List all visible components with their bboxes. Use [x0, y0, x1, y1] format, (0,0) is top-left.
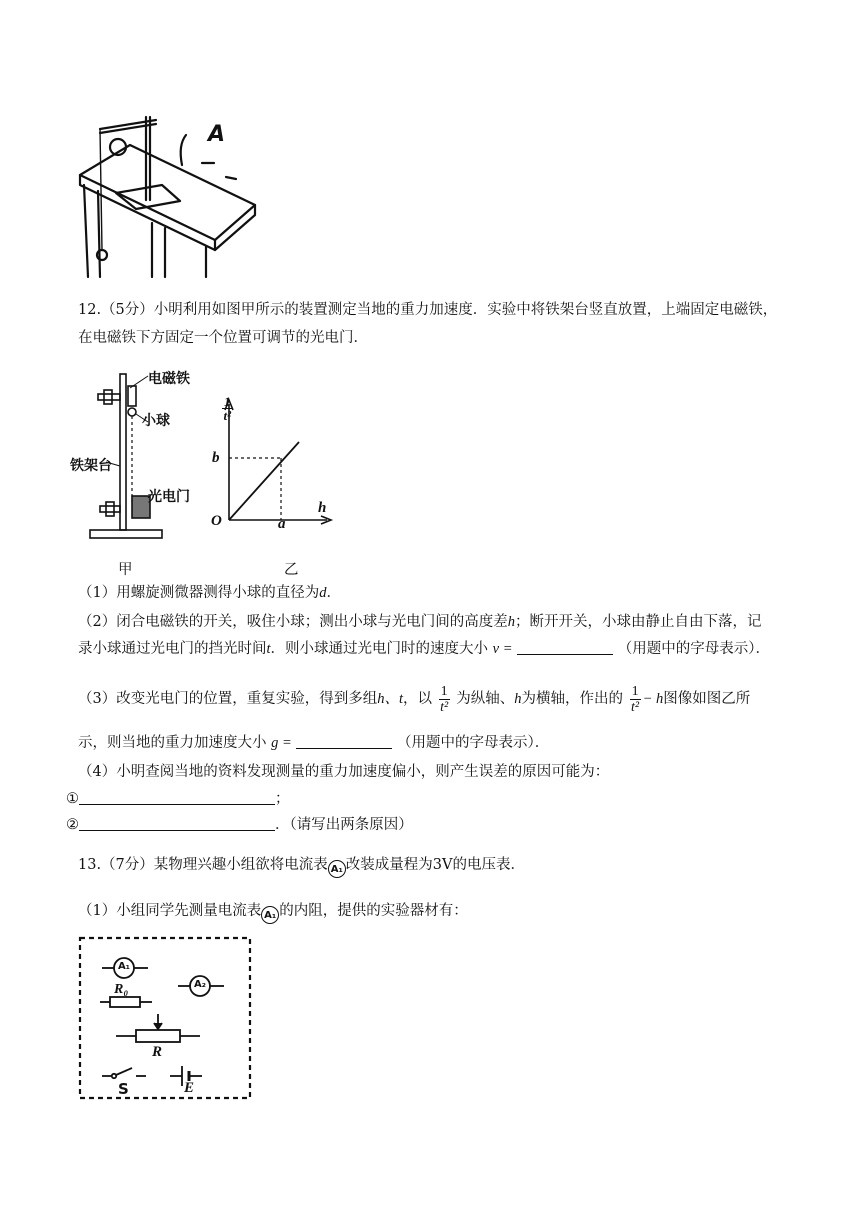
q13-header — [78, 855, 525, 878]
q12-part2-a: （2）闭合电磁铁的开关，吸住小球；测出小球与光电门间的高度差 — [78, 614, 508, 630]
switch-s-symbol — [116, 1068, 132, 1075]
label-r0: R₀ — [114, 982, 129, 997]
q13-part1 — [78, 901, 468, 924]
fraction-num-b: 1 — [631, 683, 639, 699]
q12-part1-text: （1）用螺旋测微器测得小球的直径为 — [78, 585, 320, 601]
label-photogate: 光电门 — [148, 489, 190, 505]
q12-part3-c: 为纵轴、 — [456, 691, 515, 707]
q12-header-cont: 在电磁铁下方固定一个位置可调节的光电门． — [78, 330, 368, 346]
reason-1-end: ； — [275, 791, 290, 807]
q12-part3-b: ，以 — [403, 691, 433, 707]
q12-part3-f: 示，则当地的重力加速度大小 — [78, 735, 267, 751]
reason-1-mark: ① — [66, 791, 79, 807]
q13-header-a: 13.（7分）某物理兴趣小组欲将电流表 — [78, 857, 328, 873]
graph-label-origin: O — [211, 513, 222, 529]
label-s: S — [118, 1080, 129, 1098]
var-h-t: h、t — [377, 691, 404, 707]
apparatus-sketch-figure — [70, 105, 270, 285]
var-g: g = — [271, 735, 292, 751]
equipment-box — [76, 934, 256, 1104]
reason-2-mark: ② — [66, 817, 79, 833]
reason-2-end: ．（请写出两条原因） — [275, 817, 413, 833]
caption-yi: 乙 — [284, 562, 299, 578]
ammeter-a1-icon-2: A₁ — [261, 906, 279, 924]
label-electromagnet: 电磁铁 — [148, 371, 190, 387]
q12-part3-line2 — [78, 733, 549, 753]
label-e: E — [184, 1080, 195, 1096]
reason-2-line — [66, 815, 413, 835]
label-a1: A₁ — [117, 961, 131, 972]
resistor-r0-symbol — [110, 997, 140, 1007]
q12-part2-b: ；断开开关，小球由静止自由下落，记 — [514, 614, 762, 630]
sketch-label-a: A — [208, 122, 226, 147]
q12-header: 12.（5分）小明利用如图甲所示的装置测定当地的重力加速度．实验中将铁架台竖直放置，上端固定电磁铁， — [78, 302, 778, 318]
graph-y-label-num: 1 — [224, 394, 231, 409]
fraction-den-b: t² — [631, 699, 640, 715]
answer-blank-gravity[interactable] — [296, 734, 392, 749]
var-t: t — [266, 641, 271, 657]
q12-part3-d: 为横轴，作出的 — [521, 691, 623, 707]
q13-part1-b: 的内阻，提供的实验器材有： — [279, 903, 468, 919]
label-a2: A₂ — [193, 979, 207, 990]
q13-part1-a: （1）小组同学先测量电流表 — [78, 903, 262, 919]
var-h: h — [507, 614, 515, 630]
q12-part3-line1 — [78, 682, 750, 716]
graph-label-a: a — [278, 516, 286, 532]
q12-part4: （4）小明查阅当地的资料发现测量的重力加速度偏小，则产生误差的原因可能为： — [78, 764, 610, 780]
graph-y-label — [222, 395, 233, 422]
answer-blank-reason-1[interactable] — [79, 790, 275, 805]
q12-part3-g-end: （用题中的字母表示）． — [397, 735, 550, 751]
caption-jia: 甲 — [118, 562, 133, 578]
graph-data-line — [229, 442, 299, 520]
fraction-den: t² — [440, 699, 449, 715]
label-r: R — [152, 1044, 163, 1060]
q13-header-b: 改装成量程为3V的电压表． — [345, 857, 525, 873]
q12-part1 — [78, 583, 341, 603]
graph-y-label-den: t² — [223, 408, 231, 423]
graph-label-h: h — [318, 500, 327, 516]
var-d: d — [319, 585, 327, 601]
graph-label-b: b — [212, 450, 220, 466]
label-ball: 小球 — [142, 413, 170, 429]
q12-part3-a: （3）改变光电门的位置，重复实验，得到多组 — [78, 691, 378, 707]
var-v: v = — [492, 641, 513, 657]
q12-part2-line2 — [78, 639, 770, 659]
fraction-1-over-t2 — [439, 684, 450, 715]
answer-blank-velocity[interactable] — [517, 640, 613, 655]
reason-1-line — [66, 789, 290, 809]
answer-blank-reason-2[interactable] — [79, 816, 275, 831]
label-iron-stand: 铁架台 — [70, 458, 112, 474]
var-h-2: h — [514, 691, 522, 707]
minus-h: − h — [642, 691, 664, 707]
q12-part2-e: （用题中的字母表示）． — [617, 641, 770, 657]
fraction-num: 1 — [440, 683, 448, 699]
q12-part2-line1 — [78, 612, 761, 632]
q12-part1-end: ． — [326, 585, 341, 601]
fraction-1-over-t2-b — [630, 684, 641, 715]
q12-part2-d: ．则小球通过光电门时的速度大小 — [270, 641, 489, 657]
ammeter-a1-icon: A₁ — [328, 860, 346, 878]
q12-part3-e: 图像如图乙所 — [663, 691, 751, 707]
q12-part2-c: 录小球通过光电门的挡光时间 — [78, 641, 267, 657]
rheostat-r-symbol — [136, 1030, 180, 1042]
